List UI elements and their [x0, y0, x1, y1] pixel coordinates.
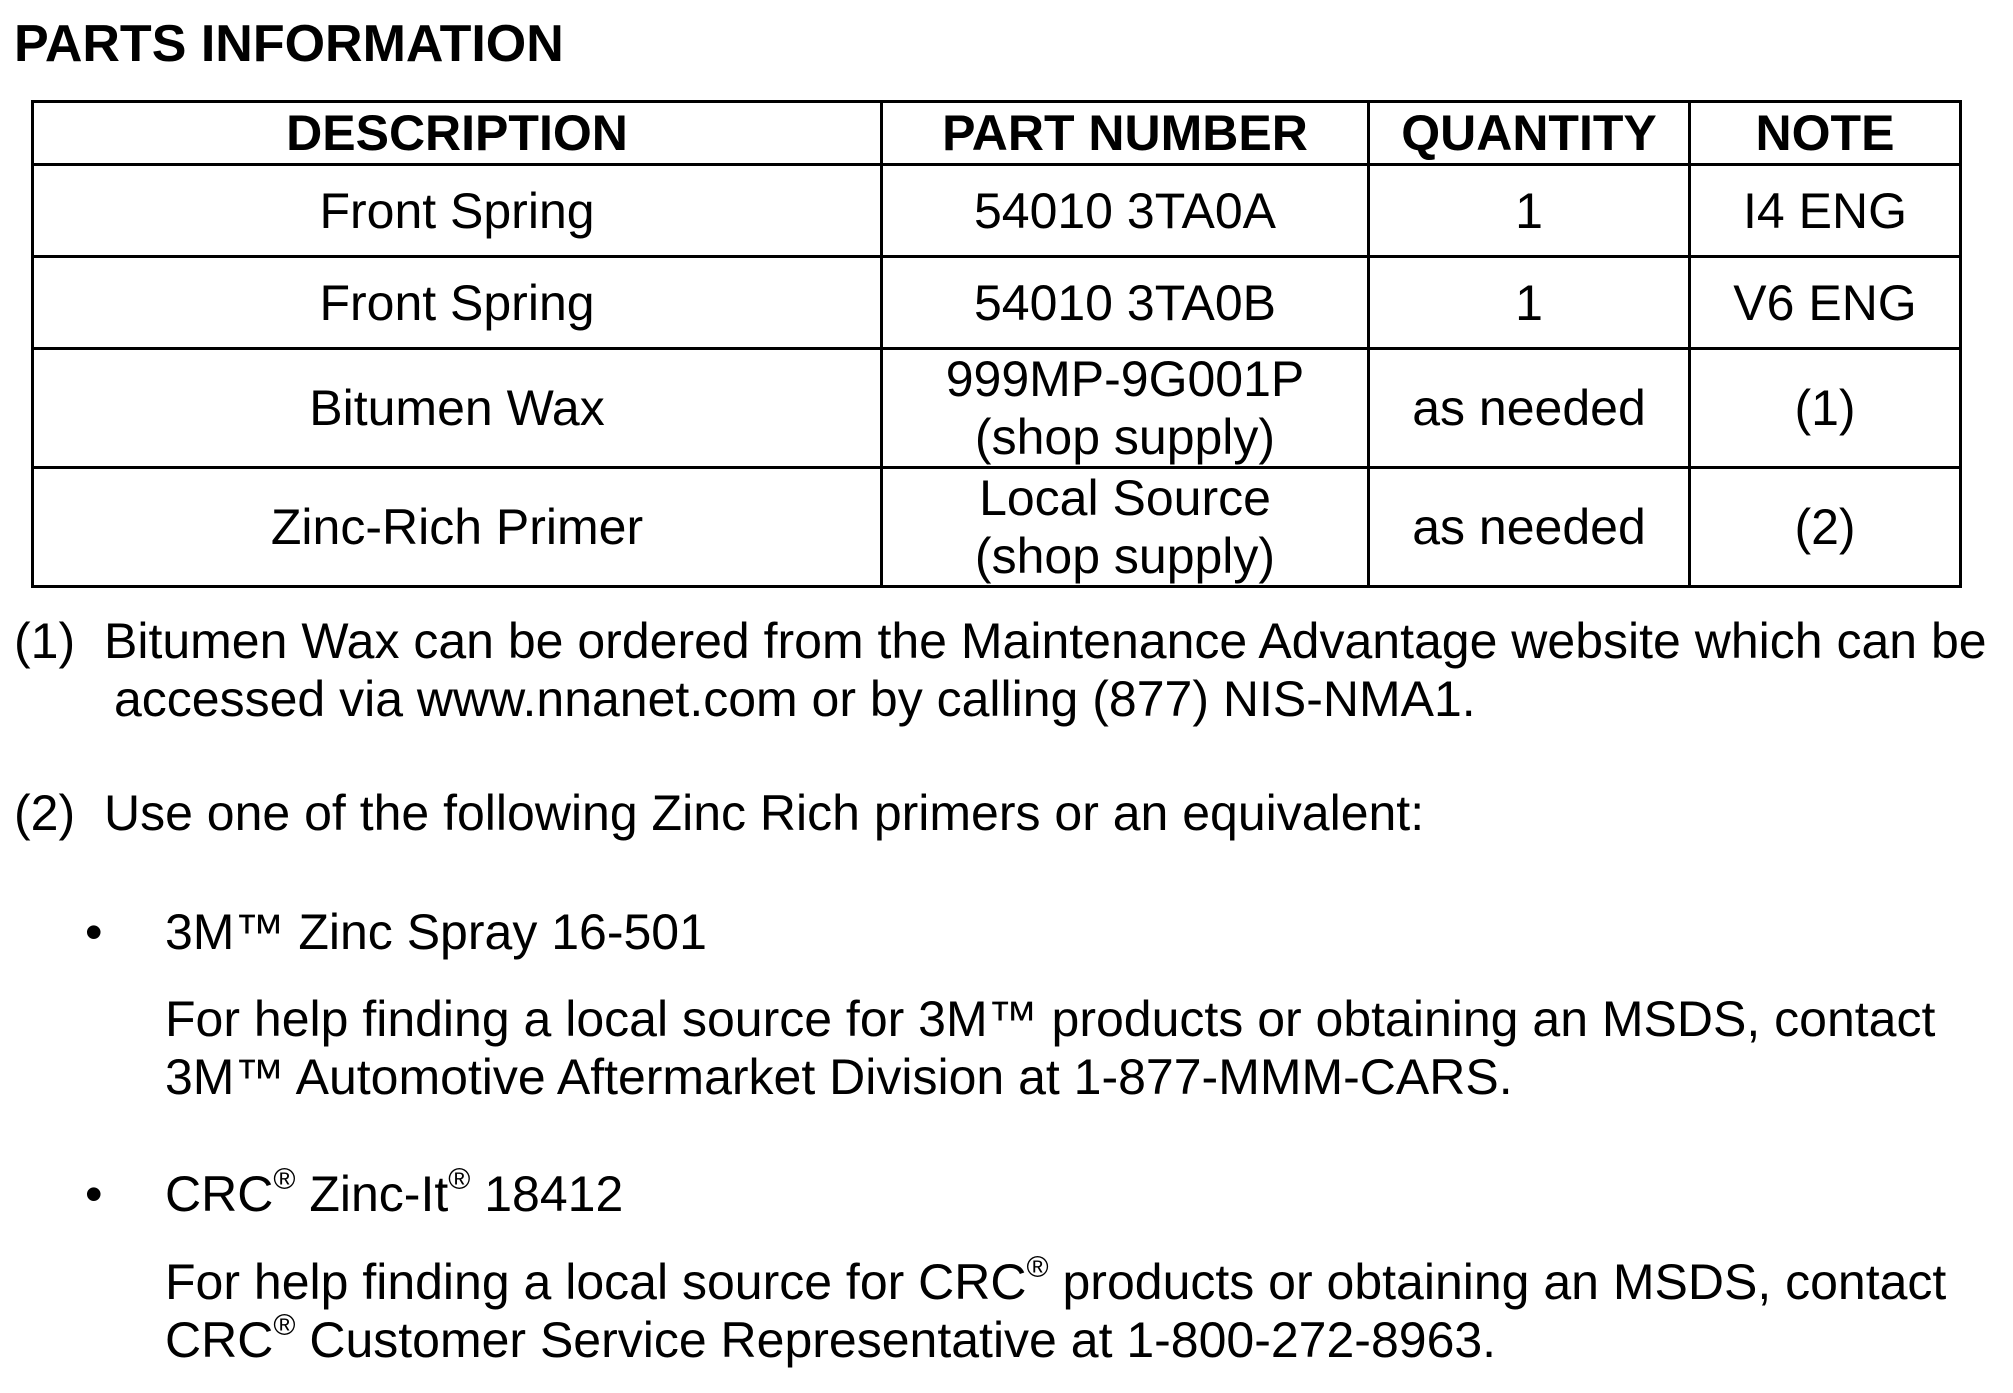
cell-note: (1)	[1690, 349, 1961, 468]
brand-name: CRC	[165, 1166, 274, 1222]
registered-mark: ®	[448, 1163, 471, 1196]
footnote-line: accessed via www.nnanet.com or by calling (877) NIS-NMA1.	[114, 671, 1476, 727]
part-number-line: 999MP-9G001P	[945, 351, 1305, 407]
part-number-note-line: (shop supply)	[974, 528, 1276, 584]
cell-part-number: 54010 3TA0A	[882, 165, 1369, 257]
cell-quantity: as needed	[1369, 349, 1690, 468]
registered-mark: ®	[273, 1309, 296, 1342]
footnote-text	[104, 612, 1987, 728]
page-title: PARTS INFORMATION	[14, 15, 564, 73]
help-line	[165, 1311, 1946, 1369]
table-row	[33, 165, 1961, 257]
parts-table	[31, 100, 1962, 588]
cell-description: Front Spring	[33, 165, 882, 257]
table-row	[33, 349, 1961, 468]
column-header-part-number: PART NUMBER	[882, 102, 1369, 165]
help-text: Customer Service Representative at 1-800-272-8963.	[295, 1312, 1497, 1368]
column-header-description: DESCRIPTION	[33, 102, 882, 165]
primer-help-text-crc	[165, 1253, 1946, 1369]
part-number-note-line: (shop supply)	[974, 409, 1276, 465]
product-name: Zinc-It	[295, 1166, 449, 1222]
help-text: For help finding a local source for CRC	[165, 1254, 1027, 1310]
part-number-line: Local Source	[979, 470, 1271, 526]
cell-description: Front Spring	[33, 257, 882, 349]
footnote-marker: (1)	[14, 613, 76, 669]
cell-note: V6 ENG	[1690, 257, 1961, 349]
footnote-text: Use one of the following Zinc Rich primers or an equivalent:	[104, 785, 1425, 841]
bullet-icon: •	[85, 904, 103, 960]
cell-note: (2)	[1690, 468, 1961, 587]
cell-description: Bitumen Wax	[33, 349, 882, 468]
footnote-marker: (2)	[14, 785, 76, 841]
table-header-row	[33, 102, 1961, 165]
cell-part-number	[882, 468, 1369, 587]
table-row	[33, 468, 1961, 587]
registered-mark: ®	[273, 1163, 296, 1196]
help-text: products or obtaining an MSDS, contact	[1048, 1254, 1947, 1310]
cell-quantity: as needed	[1369, 468, 1690, 587]
help-text: CRC	[165, 1312, 274, 1368]
cell-note: I4 ENG	[1690, 165, 1961, 257]
primer-help-text-3m	[165, 990, 1935, 1106]
primer-product-name	[165, 1165, 623, 1223]
column-header-note: NOTE	[1690, 102, 1961, 165]
table-row	[33, 257, 1961, 349]
registered-mark: ®	[1026, 1251, 1049, 1284]
cell-quantity: 1	[1369, 257, 1690, 349]
help-line	[165, 1253, 1946, 1311]
product-number: 18412	[470, 1166, 624, 1222]
cell-part-number	[882, 349, 1369, 468]
bullet-icon: •	[85, 1166, 103, 1222]
column-header-quantity: QUANTITY	[1369, 102, 1690, 165]
help-line: 3M™ Automotive Aftermarket Division at 1-877-MMM-CARS.	[165, 1049, 1513, 1105]
cell-quantity: 1	[1369, 165, 1690, 257]
help-line: For help finding a local source for 3M™ products or obtaining an MSDS, contact	[165, 991, 1936, 1047]
cell-part-number: 54010 3TA0B	[882, 257, 1369, 349]
primer-product-name: 3M™ Zinc Spray 16-501	[165, 904, 707, 960]
cell-description: Zinc-Rich Primer	[33, 468, 882, 587]
footnote-line: Bitumen Wax can be ordered from the Maintenance Advantage website which can be	[104, 613, 1987, 669]
